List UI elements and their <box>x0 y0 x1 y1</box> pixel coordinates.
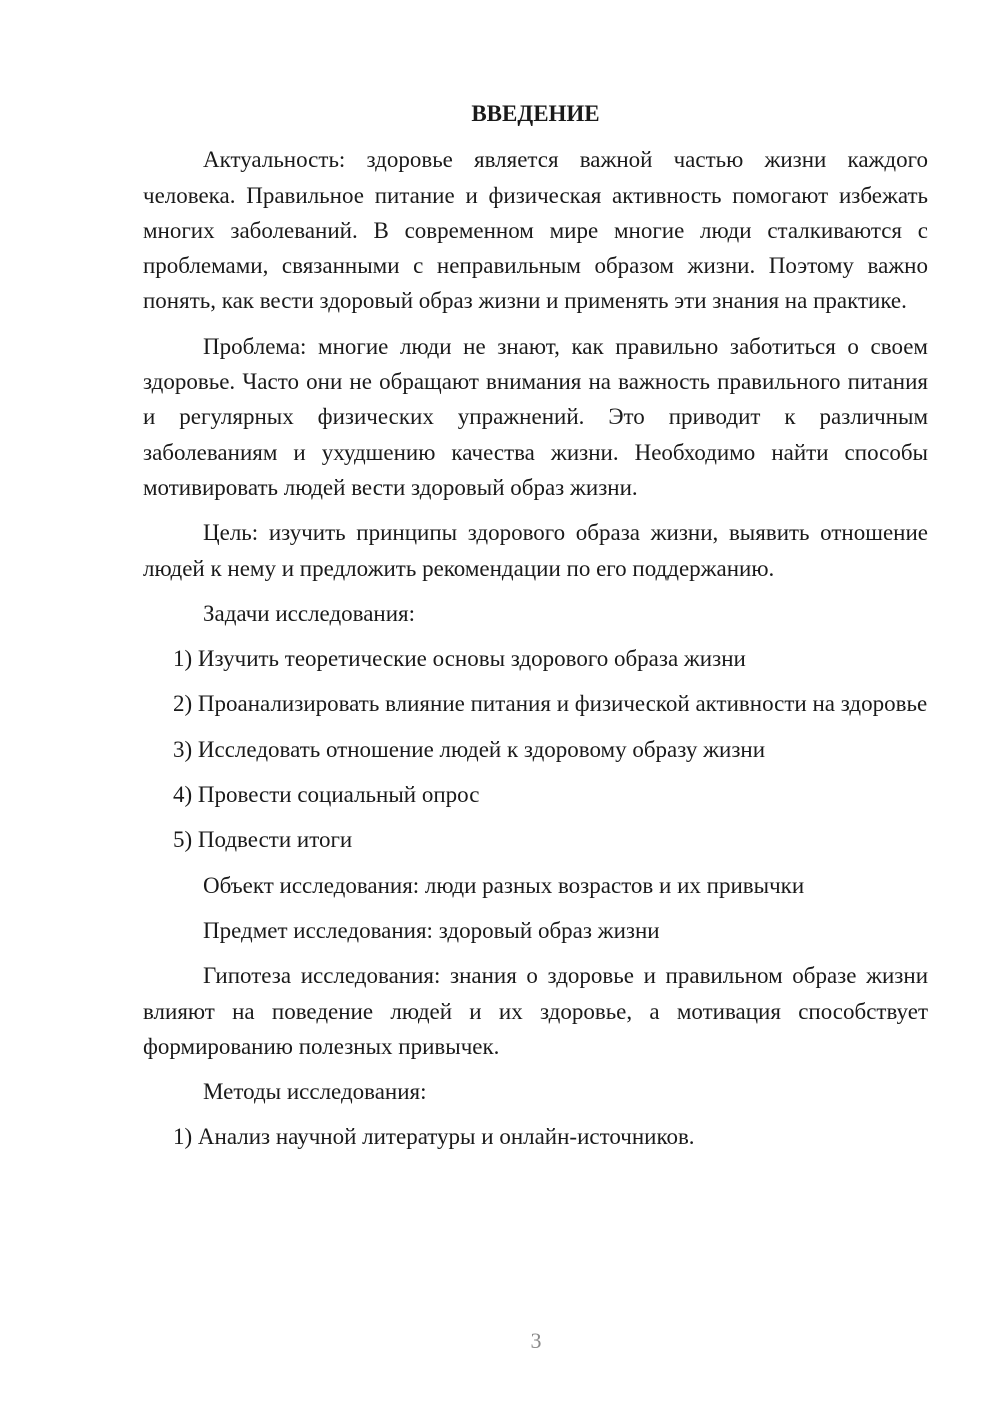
paragraph-relevance: Актуальность: здоровье является важной частью жизни каждого человека. Правильное питание и физическая активность помогают избежать многих заболеваний. В современном мире многие люди сталкиваются с проблемами, связанными с неправильным образом жизни. Поэтому важно понять, как вести здоровый образ жизни и применять эти знания на практике. <box>143 147 928 314</box>
research-object: Объект исследования: люди разных возрастов и их привычки <box>203 872 805 898</box>
task-item-4: 4) Провести социальный опрос <box>173 782 480 808</box>
paragraph-hypothesis: Гипотеза исследования: знания о здоровье и правильном образе жизни влияют на поведение людей и их здоровье, а мотивация способствует формированию полезных привычек. <box>143 963 928 1059</box>
document-page <box>143 96 928 1165</box>
methods-title: Методы исследования: <box>203 1079 427 1105</box>
page-number: 3 <box>530 1328 542 1353</box>
task-item-2: 2) Проанализировать влияние питания и физической активности на здоровье <box>173 691 928 717</box>
task-item-1: 1) Изучить теоретические основы здорового образа жизни <box>173 646 746 672</box>
research-subject: Предмет исследования: здоровый образ жизни <box>203 917 660 943</box>
paragraph-goal: Цель: изучить принципы здорового образа жизни, выявить отношение людей к нему и предложить рекомендации по его поддержанию. <box>143 520 928 581</box>
page-title: ВВЕДЕНИЕ <box>471 101 600 126</box>
task-item-5: 5) Подвести итоги <box>173 827 353 853</box>
tasks-title: Задачи исследования: <box>203 600 416 626</box>
paragraph-problem: Проблема: многие люди не знают, как правильно заботиться о своем здоровье. Часто они не обращают внимания на важность правильного питания и регулярных физических упражнений. Это приводит к различным заболеваниям и ухудшению качества жизни. Необходимо найти способы мотивировать людей вести здоровый образ жизни. <box>143 333 928 500</box>
method-item-1: 1) Анализ научной литературы и онлайн-источников. <box>173 1124 695 1150</box>
task-item-3: 3) Исследовать отношение людей к здоровому образу жизни <box>173 736 766 762</box>
